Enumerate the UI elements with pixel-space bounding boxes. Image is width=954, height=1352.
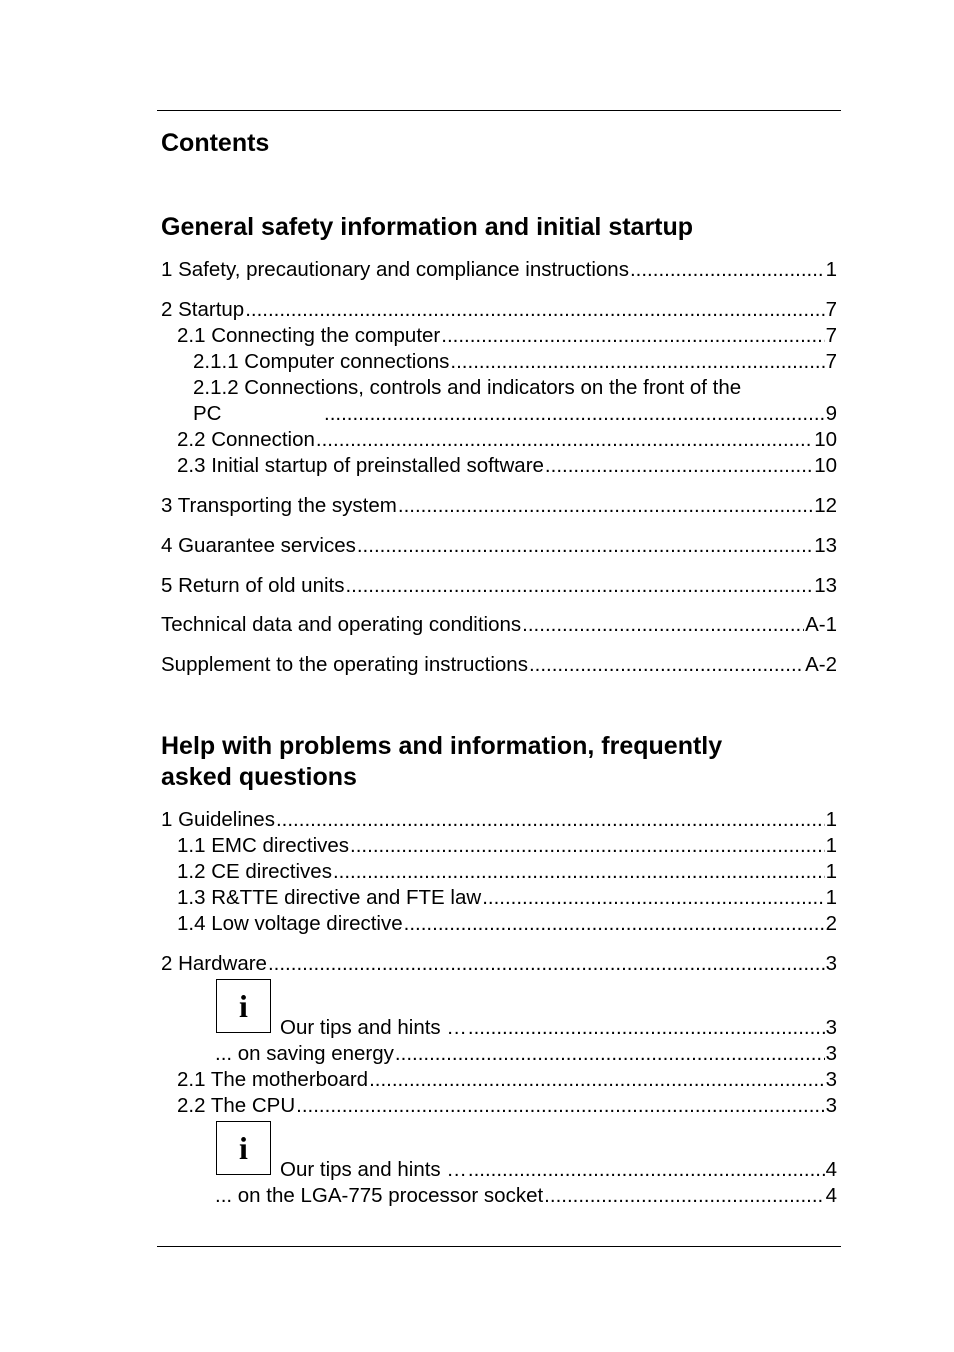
section-heading-safety: General safety information and initial startup bbox=[161, 213, 694, 241]
toc-entry[interactable]: Supplement to the operating instructions ..... A-2 bbox=[161, 652, 837, 678]
page-number: 7 bbox=[825, 298, 837, 321]
page-number: 3 bbox=[825, 1016, 837, 1039]
toc-entry[interactable]: 4 Guarantee services ..... 13 bbox=[161, 533, 837, 559]
toc-entry[interactable]: 3 Transporting the system ..... 12 bbox=[161, 493, 837, 519]
info-icon: i bbox=[216, 979, 271, 1033]
page-number: 3 bbox=[825, 1094, 837, 1117]
toc-entry[interactable]: ... on saving energy ..... 3 bbox=[161, 1041, 837, 1067]
page-number: 7 bbox=[825, 350, 837, 373]
toc-entry[interactable]: 2.1.1 Computer connections ..... 7 bbox=[161, 349, 837, 375]
toc-entry[interactable]: 2.3 Initial startup of preinstalled software ..... 10 bbox=[161, 453, 837, 479]
page-number: 1 bbox=[825, 808, 837, 831]
page-number: 9 bbox=[825, 402, 837, 425]
toc-entry[interactable]: 2.1 The motherboard ..... 3 bbox=[161, 1067, 837, 1093]
page-number: 10 bbox=[814, 428, 837, 451]
toc-entry[interactable]: PC ..... 9 bbox=[161, 401, 837, 427]
page-number: 10 bbox=[814, 454, 837, 477]
toc-entry[interactable]: 2.1 Connecting the computer ..... 7 bbox=[161, 323, 837, 349]
footer-rule bbox=[157, 1246, 841, 1247]
toc-entry[interactable]: Technical data and operating conditions ..... A-1 bbox=[161, 612, 837, 638]
page-number: 1 bbox=[825, 886, 837, 909]
toc-entry-multiline[interactable]: 2.1.2 Connections, controls and indicators on the front of the bbox=[193, 376, 742, 399]
toc-entry[interactable]: 2 Startup ..... 7 bbox=[161, 297, 837, 323]
toc-entry[interactable]: ... on the LGA-775 processor socket ..... 4 bbox=[161, 1183, 837, 1209]
toc-entry[interactable]: 5 Return of old units ..... 13 bbox=[161, 573, 837, 599]
page-number: 7 bbox=[825, 324, 837, 347]
page-number: 3 bbox=[825, 1068, 837, 1091]
page-number: 12 bbox=[814, 494, 837, 517]
page-number: 3 bbox=[825, 1042, 837, 1065]
toc-entry[interactable]: 1.3 R&TTE directive and FTE law ..... 1 bbox=[161, 885, 837, 911]
toc-entry[interactable]: 2.2 The CPU ..... 3 bbox=[161, 1093, 837, 1119]
toc-entry[interactable]: 1 Guidelines ..... 1 bbox=[161, 807, 837, 833]
toc-entry[interactable]: Our tips and hints … ..... 3 bbox=[161, 1015, 837, 1041]
page-number: 1 bbox=[825, 834, 837, 857]
toc-entry[interactable]: 2.2 Connection ..... 10 bbox=[161, 427, 837, 453]
page-number: 1 bbox=[825, 258, 837, 281]
page-number: 2 bbox=[825, 912, 837, 935]
page-number: 3 bbox=[825, 952, 837, 975]
toc-entry[interactable]: 1.2 CE directives ..... 1 bbox=[161, 859, 837, 885]
page-number: 4 bbox=[825, 1184, 837, 1207]
info-icon: i bbox=[216, 1121, 271, 1175]
toc-entry[interactable]: 1 Safety, precautionary and compliance instructions ..... 1 bbox=[161, 257, 837, 283]
page-number: 1 bbox=[825, 860, 837, 883]
section-heading-help: Help with problems and information, frequently asked questions bbox=[161, 732, 723, 791]
toc-entry[interactable]: Our tips and hints … ..... 4 bbox=[161, 1157, 837, 1183]
page-number: 13 bbox=[814, 534, 837, 557]
page-number: 13 bbox=[814, 574, 837, 597]
page-number: A-1 bbox=[805, 613, 837, 636]
toc-entry[interactable]: 1.1 EMC directives ..... 1 bbox=[161, 833, 837, 859]
page-title: Contents bbox=[161, 129, 270, 157]
page-number: A-2 bbox=[805, 653, 837, 676]
header-rule bbox=[157, 110, 841, 111]
toc-entry[interactable]: 2 Hardware ..... 3 bbox=[161, 951, 837, 977]
page-number: 4 bbox=[825, 1158, 837, 1181]
toc-entry[interactable]: 1.4 Low voltage directive ..... 2 bbox=[161, 911, 837, 937]
